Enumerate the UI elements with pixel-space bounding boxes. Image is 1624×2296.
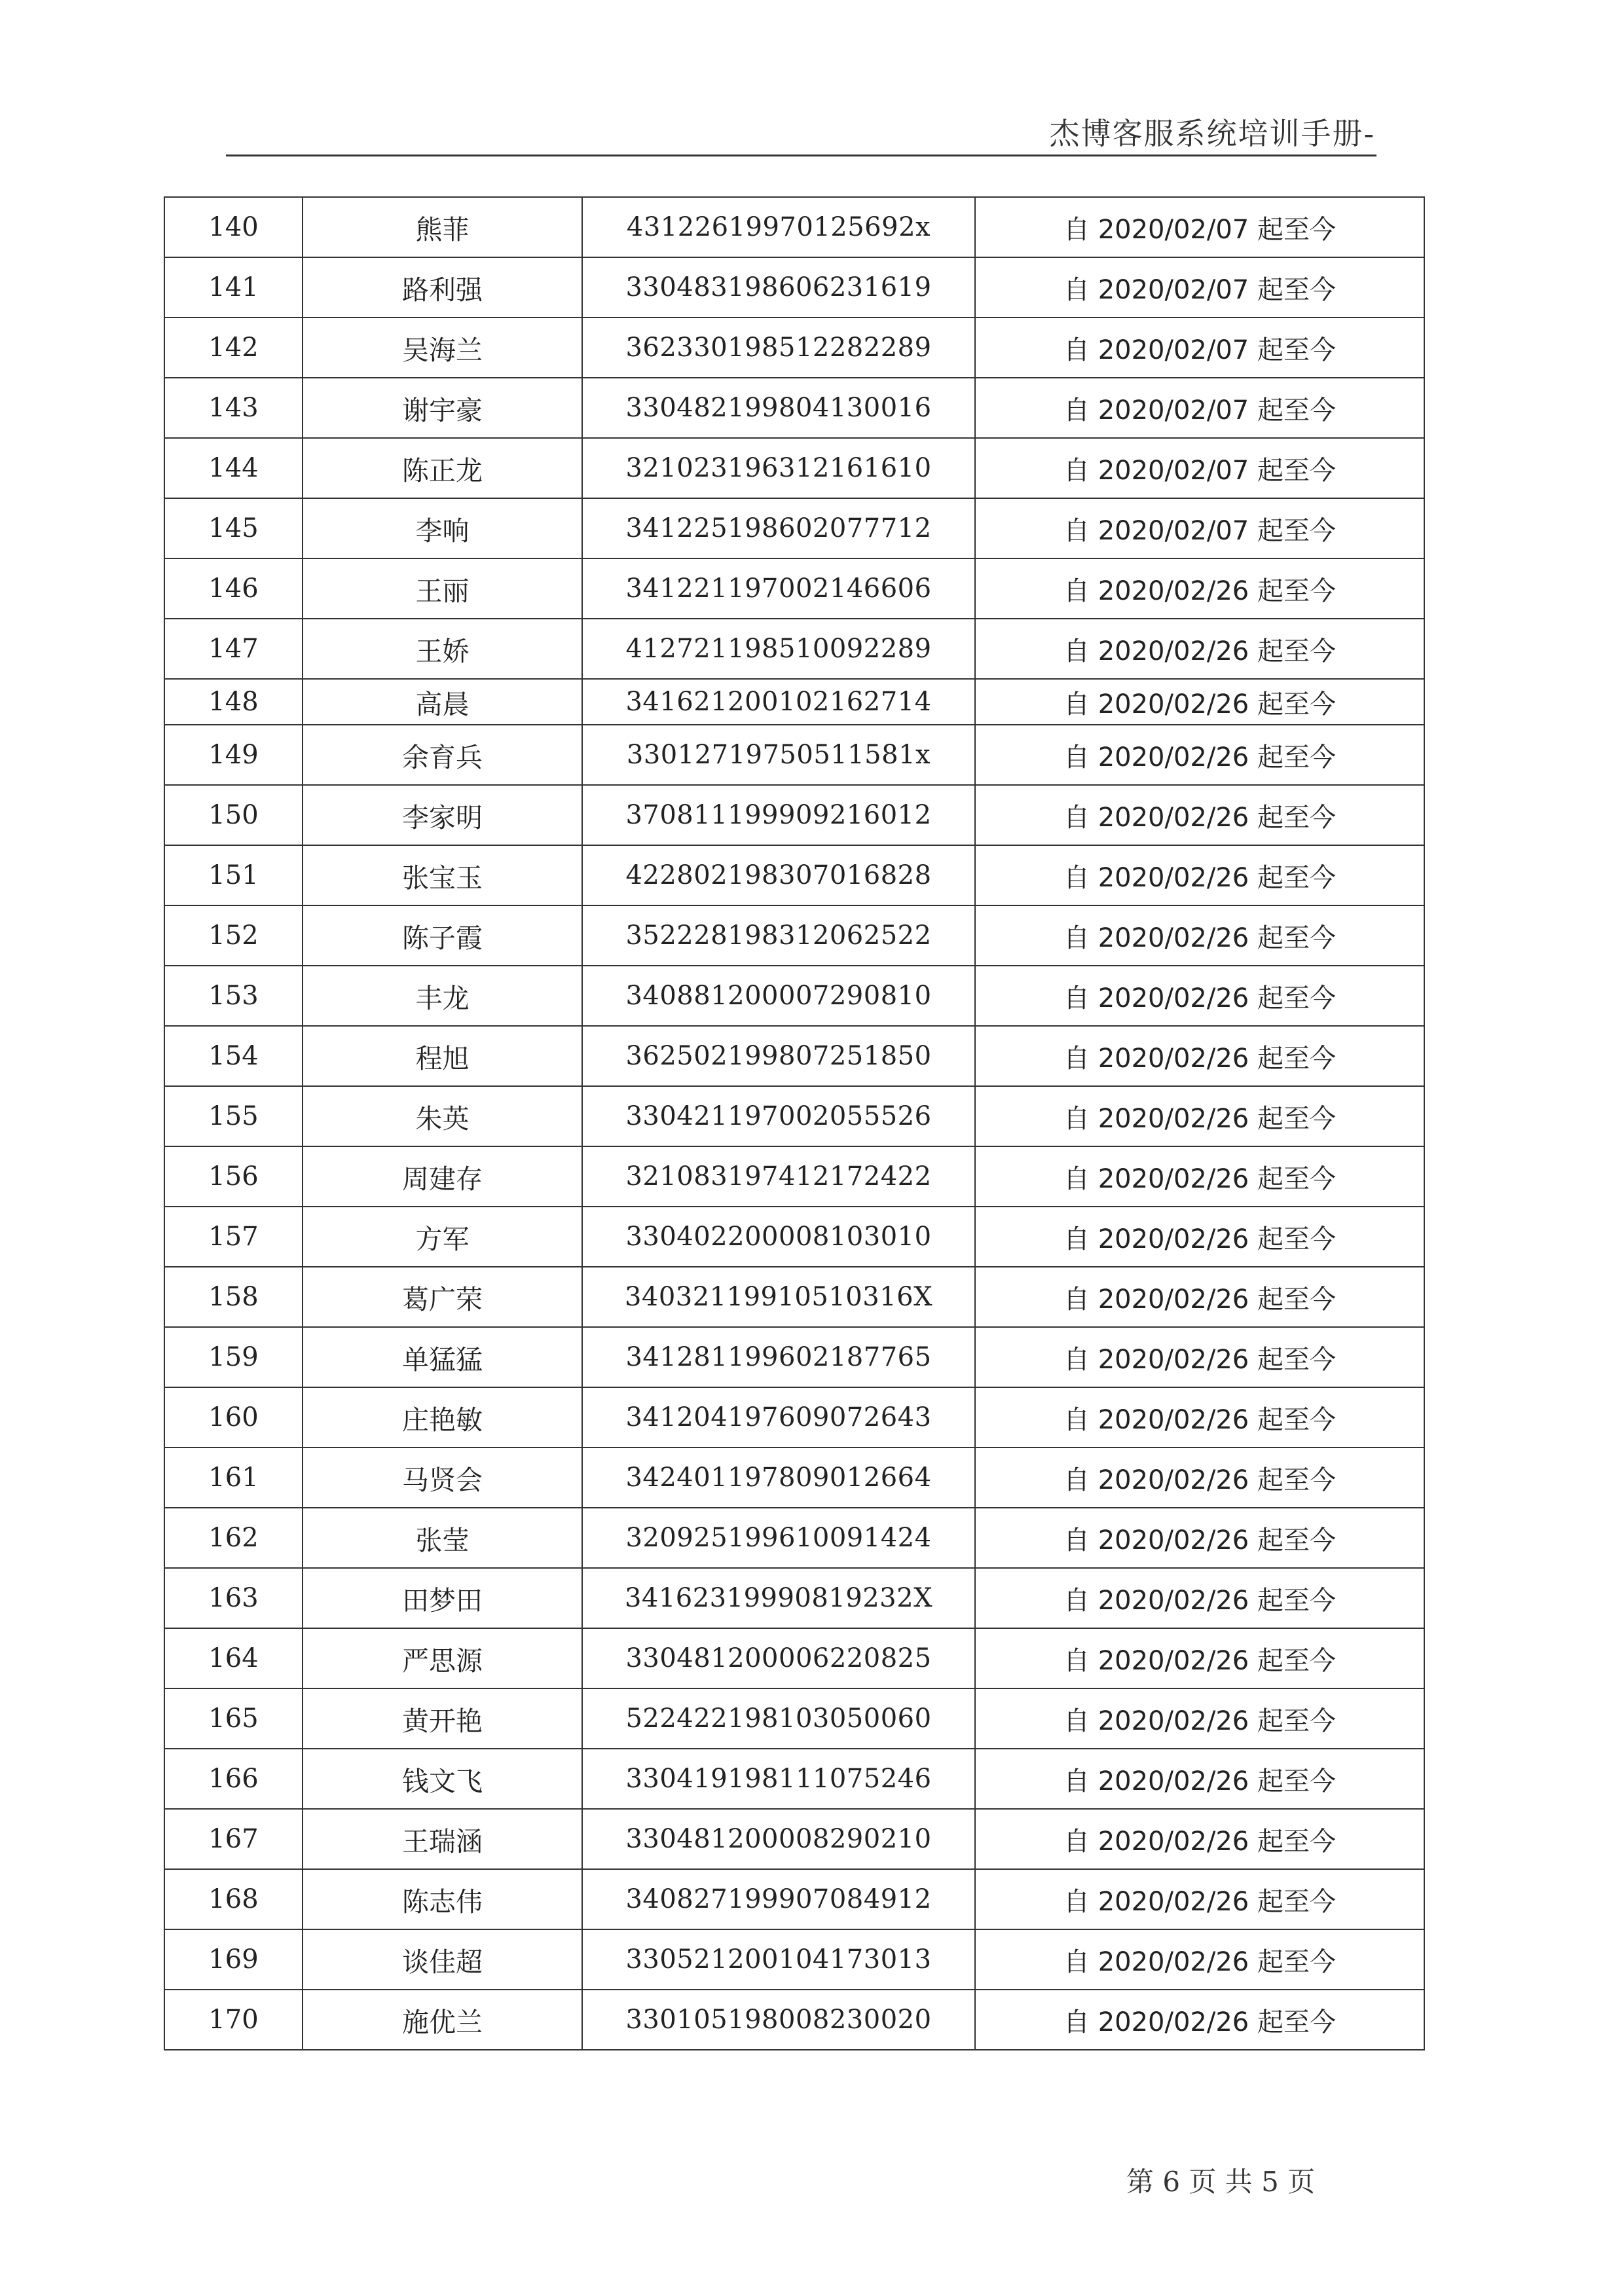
row-number-cell: 150	[164, 785, 303, 845]
employee-name-cell: 陈正龙	[303, 438, 582, 498]
id-number-cell: 422802198307016828	[582, 845, 975, 905]
id-number-cell: 341204197609072643	[582, 1387, 975, 1448]
employee-name-cell: 李家明	[303, 785, 582, 845]
id-number-cell: 342401197809012664	[582, 1448, 975, 1508]
table-row	[164, 905, 1424, 966]
employee-name-cell: 庄艳敏	[303, 1387, 582, 1448]
id-number-cell: 352228198312062522	[582, 905, 975, 966]
table-row	[164, 1990, 1424, 2050]
table-row	[164, 1267, 1424, 1327]
employee-name-cell: 钱文飞	[303, 1749, 582, 1809]
id-number-cell: 340827199907084912	[582, 1869, 975, 1929]
employment-period-cell: 自 2020/02/26 起至今	[975, 1628, 1424, 1688]
table-row	[164, 725, 1424, 785]
employee-name-cell: 葛广荣	[303, 1267, 582, 1327]
id-number-cell: 362502199807251850	[582, 1026, 975, 1086]
row-number-cell: 154	[164, 1026, 303, 1086]
id-number-cell: 330521200104173013	[582, 1929, 975, 1990]
employment-period-cell: 自 2020/02/26 起至今	[975, 679, 1424, 725]
table-row	[164, 1869, 1424, 1929]
employment-period-cell: 自 2020/02/07 起至今	[975, 318, 1424, 378]
employee-name-cell: 黄开艳	[303, 1688, 582, 1749]
id-number-cell: 330419198111075246	[582, 1749, 975, 1809]
table-row	[164, 679, 1424, 725]
id-number-cell: 341281199602187765	[582, 1327, 975, 1387]
id-number-cell: 330481200006220825	[582, 1628, 975, 1688]
id-number-cell: 330402200008103010	[582, 1207, 975, 1267]
table-row	[164, 1568, 1424, 1628]
employment-period-cell: 自 2020/02/07 起至今	[975, 498, 1424, 558]
table-row	[164, 1628, 1424, 1688]
employment-period-cell: 自 2020/02/07 起至今	[975, 438, 1424, 498]
id-number-cell: 370811199909216012	[582, 785, 975, 845]
employment-period-cell: 自 2020/02/26 起至今	[975, 1809, 1424, 1869]
id-number-cell: 412721198510092289	[582, 619, 975, 679]
table-row	[164, 845, 1424, 905]
employee-name-cell: 张宝玉	[303, 845, 582, 905]
row-number-cell: 152	[164, 905, 303, 966]
row-number-cell: 155	[164, 1086, 303, 1146]
employee-name-cell: 高晨	[303, 679, 582, 725]
employment-period-cell: 自 2020/02/26 起至今	[975, 1327, 1424, 1387]
id-number-cell: 341621200102162714	[582, 679, 975, 725]
employee-name-cell: 李响	[303, 498, 582, 558]
id-number-cell: 362330198512282289	[582, 318, 975, 378]
document-header-title: 杰博客服系统培训手册-	[1049, 116, 1375, 151]
employee-name-cell: 单猛猛	[303, 1327, 582, 1387]
row-number-cell: 149	[164, 725, 303, 785]
employee-table-container	[164, 196, 1425, 2050]
employee-name-cell: 谈佳超	[303, 1929, 582, 1990]
table-row	[164, 1327, 1424, 1387]
employee-name-cell: 施优兰	[303, 1990, 582, 2050]
row-number-cell: 151	[164, 845, 303, 905]
id-number-cell: 321083197412172422	[582, 1146, 975, 1207]
table-row	[164, 378, 1424, 438]
employment-period-cell: 自 2020/02/26 起至今	[975, 1929, 1424, 1990]
row-number-cell: 142	[164, 318, 303, 378]
employment-period-cell: 自 2020/02/26 起至今	[975, 725, 1424, 785]
employment-period-cell: 自 2020/02/26 起至今	[975, 1749, 1424, 1809]
employee-name-cell: 吴海兰	[303, 318, 582, 378]
row-number-cell: 140	[164, 197, 303, 257]
row-number-cell: 168	[164, 1869, 303, 1929]
employment-period-cell: 自 2020/02/26 起至今	[975, 1508, 1424, 1568]
row-number-cell: 162	[164, 1508, 303, 1568]
table-row	[164, 1387, 1424, 1448]
employee-name-cell: 严思源	[303, 1628, 582, 1688]
id-number-cell: 330483198606231619	[582, 257, 975, 318]
employee-table	[164, 196, 1425, 2050]
employment-period-cell: 自 2020/02/26 起至今	[975, 619, 1424, 679]
employee-name-cell: 朱英	[303, 1086, 582, 1146]
row-number-cell: 141	[164, 257, 303, 318]
employment-period-cell: 自 2020/02/26 起至今	[975, 1146, 1424, 1207]
row-number-cell: 165	[164, 1688, 303, 1749]
table-row	[164, 257, 1424, 318]
id-number-cell: 34162319990819232X	[582, 1568, 975, 1628]
table-row	[164, 966, 1424, 1026]
employment-period-cell: 自 2020/02/26 起至今	[975, 845, 1424, 905]
employee-name-cell: 周建存	[303, 1146, 582, 1207]
page-number: 第 6 页 共 5 页	[1126, 2166, 1316, 2198]
table-row	[164, 1448, 1424, 1508]
employment-period-cell: 自 2020/02/26 起至今	[975, 1869, 1424, 1929]
row-number-cell: 166	[164, 1749, 303, 1809]
row-number-cell: 144	[164, 438, 303, 498]
employment-period-cell: 自 2020/02/07 起至今	[975, 197, 1424, 257]
employment-period-cell: 自 2020/02/07 起至今	[975, 257, 1424, 318]
row-number-cell: 160	[164, 1387, 303, 1448]
row-number-cell: 148	[164, 679, 303, 725]
employee-name-cell: 程旭	[303, 1026, 582, 1086]
employment-period-cell: 自 2020/02/07 起至今	[975, 378, 1424, 438]
employee-name-cell: 谢宇豪	[303, 378, 582, 438]
row-number-cell: 169	[164, 1929, 303, 1990]
employment-period-cell: 自 2020/02/26 起至今	[975, 1387, 1424, 1448]
table-row	[164, 318, 1424, 378]
employment-period-cell: 自 2020/02/26 起至今	[975, 1688, 1424, 1749]
employment-period-cell: 自 2020/02/26 起至今	[975, 1026, 1424, 1086]
table-row	[164, 1086, 1424, 1146]
employee-name-cell: 陈子霞	[303, 905, 582, 966]
row-number-cell: 156	[164, 1146, 303, 1207]
employment-period-cell: 自 2020/02/26 起至今	[975, 1568, 1424, 1628]
employee-table-body	[164, 197, 1424, 2050]
row-number-cell: 157	[164, 1207, 303, 1267]
table-row	[164, 197, 1424, 257]
employee-name-cell: 余育兵	[303, 725, 582, 785]
table-row	[164, 1749, 1424, 1809]
table-row	[164, 438, 1424, 498]
row-number-cell: 163	[164, 1568, 303, 1628]
id-number-cell: 330481200008290210	[582, 1809, 975, 1869]
id-number-cell: 330105198008230020	[582, 1990, 975, 2050]
id-number-cell: 33012719750511581x	[582, 725, 975, 785]
employment-period-cell: 自 2020/02/26 起至今	[975, 905, 1424, 966]
employment-period-cell: 自 2020/02/26 起至今	[975, 1086, 1424, 1146]
table-row	[164, 558, 1424, 619]
table-row	[164, 1146, 1424, 1207]
id-number-cell: 522422198103050060	[582, 1688, 975, 1749]
table-row	[164, 1929, 1424, 1990]
row-number-cell: 143	[164, 378, 303, 438]
employee-name-cell: 熊菲	[303, 197, 582, 257]
table-row	[164, 1809, 1424, 1869]
row-number-cell: 159	[164, 1327, 303, 1387]
employment-period-cell: 自 2020/02/26 起至今	[975, 785, 1424, 845]
table-row	[164, 498, 1424, 558]
employee-name-cell: 田梦田	[303, 1568, 582, 1628]
table-row	[164, 1688, 1424, 1749]
employment-period-cell: 自 2020/02/26 起至今	[975, 1448, 1424, 1508]
employee-name-cell: 陈志伟	[303, 1869, 582, 1929]
row-number-cell: 145	[164, 498, 303, 558]
employment-period-cell: 自 2020/02/26 起至今	[975, 966, 1424, 1026]
employee-name-cell: 王丽	[303, 558, 582, 619]
id-number-cell: 340881200007290810	[582, 966, 975, 1026]
table-row	[164, 1508, 1424, 1568]
table-row	[164, 619, 1424, 679]
row-number-cell: 164	[164, 1628, 303, 1688]
employee-name-cell: 马贤会	[303, 1448, 582, 1508]
header-divider	[226, 155, 1376, 156]
id-number-cell: 330482199804130016	[582, 378, 975, 438]
row-number-cell: 167	[164, 1809, 303, 1869]
row-number-cell: 161	[164, 1448, 303, 1508]
row-number-cell: 170	[164, 1990, 303, 2050]
row-number-cell: 147	[164, 619, 303, 679]
row-number-cell: 153	[164, 966, 303, 1026]
id-number-cell: 320925199610091424	[582, 1508, 975, 1568]
id-number-cell: 34032119910510316X	[582, 1267, 975, 1327]
id-number-cell: 330421197002055526	[582, 1086, 975, 1146]
employee-name-cell: 张莹	[303, 1508, 582, 1568]
row-number-cell: 158	[164, 1267, 303, 1327]
employment-period-cell: 自 2020/02/26 起至今	[975, 1990, 1424, 2050]
table-row	[164, 1207, 1424, 1267]
id-number-cell: 43122619970125692x	[582, 197, 975, 257]
id-number-cell: 341221197002146606	[582, 558, 975, 619]
table-row	[164, 785, 1424, 845]
employment-period-cell: 自 2020/02/26 起至今	[975, 1207, 1424, 1267]
id-number-cell: 341225198602077712	[582, 498, 975, 558]
employment-period-cell: 自 2020/02/26 起至今	[975, 558, 1424, 619]
employee-name-cell: 丰龙	[303, 966, 582, 1026]
employee-name-cell: 王娇	[303, 619, 582, 679]
id-number-cell: 321023196312161610	[582, 438, 975, 498]
table-row	[164, 1026, 1424, 1086]
employee-name-cell: 王瑞涵	[303, 1809, 582, 1869]
employee-name-cell: 方军	[303, 1207, 582, 1267]
row-number-cell: 146	[164, 558, 303, 619]
employment-period-cell: 自 2020/02/26 起至今	[975, 1267, 1424, 1327]
employee-name-cell: 路利强	[303, 257, 582, 318]
